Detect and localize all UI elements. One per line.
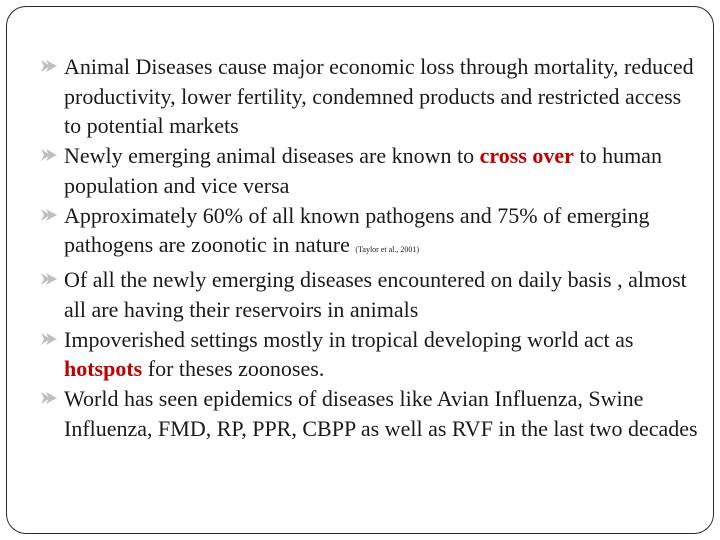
highlight-text: cross over xyxy=(479,143,574,168)
bullet-item xyxy=(40,141,700,200)
citation: (Taylor et al., 2001) xyxy=(355,245,420,254)
bullet-text: Newly emerging animal diseases are known to xyxy=(64,143,480,168)
bullet-text: World has seen epidemics of diseases like Avian Influenza, Swine Influenza, FMD, RP, PPR, CBPP as well as RVF in the last two decades xyxy=(64,386,698,441)
ribbon-bullet-icon xyxy=(40,331,58,347)
bullet-list xyxy=(40,52,700,444)
ribbon-bullet-icon xyxy=(40,147,58,163)
bullet-text: Of all the newly emerging diseases encountered on daily basis , almost all are having their reservoirs in animals xyxy=(64,267,687,322)
ribbon-bullet-icon xyxy=(40,207,58,223)
bullet-text: Approximately 60% of all known pathogens and 75% of emerging pathogens are zoonotic in nature xyxy=(64,202,650,257)
ribbon-bullet-icon xyxy=(40,390,58,406)
bullet-text: for theses zoonoses. xyxy=(142,356,325,381)
bullet-text: Animal Diseases cause major economic loss through mortality, reduced productivity, lower fertility, condemned products and restricted access to potential markets xyxy=(64,54,694,138)
bullet-item xyxy=(40,201,700,265)
highlight-text: hotspots xyxy=(64,356,143,381)
bullet-item xyxy=(40,52,700,141)
bullet-item xyxy=(40,384,700,443)
bullet-text: Impoverished settings mostly in tropical developing world act as xyxy=(64,326,634,352)
ribbon-bullet-icon xyxy=(40,58,58,74)
ribbon-bullet-icon xyxy=(40,271,58,287)
bullet-text: to human population and vice versa xyxy=(64,143,662,198)
bullet-item xyxy=(40,325,700,384)
bullet-item xyxy=(40,265,700,324)
